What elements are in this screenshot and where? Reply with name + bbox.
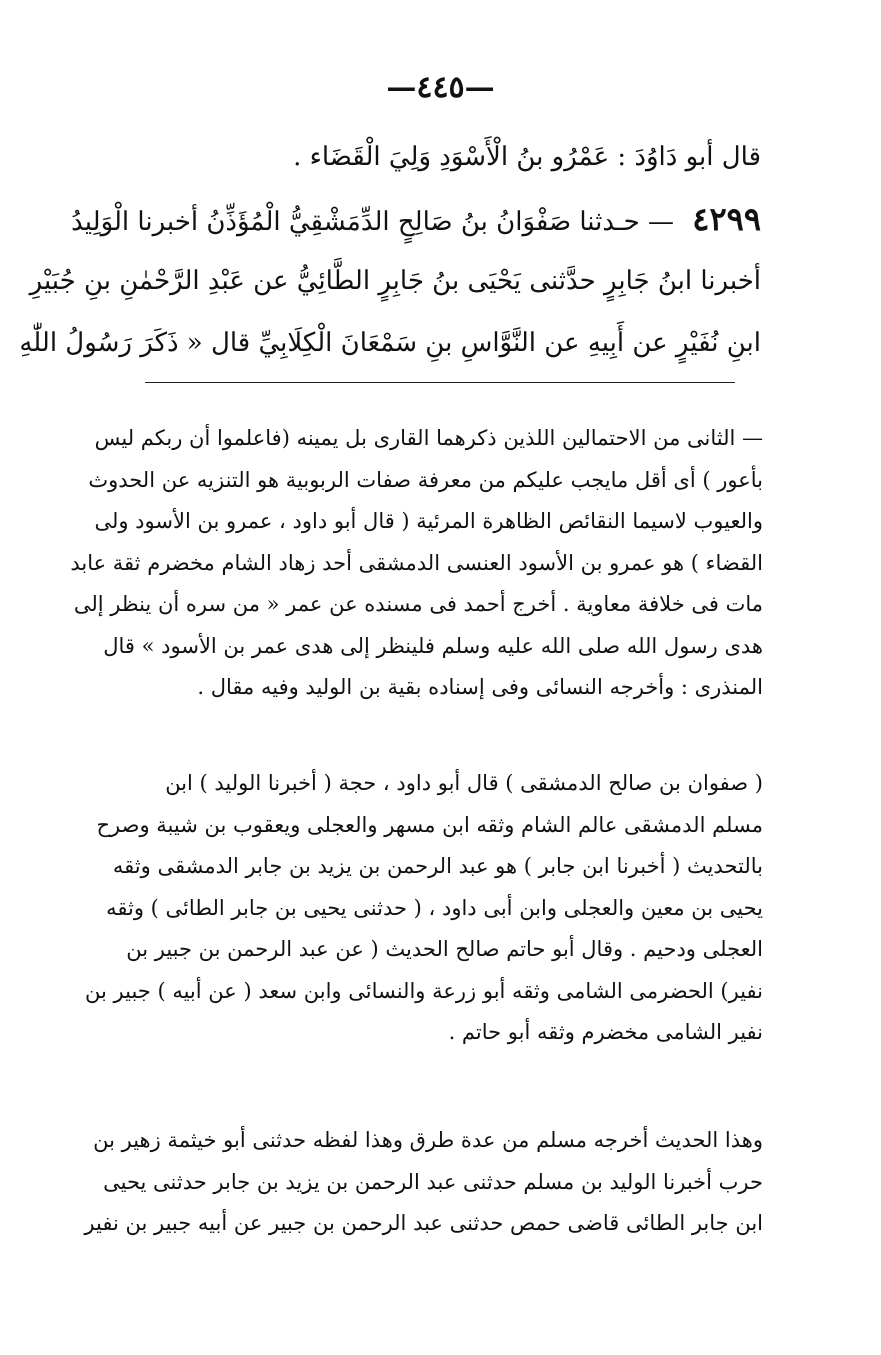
commentary-line: المنذرى : وأخرجه النسائى وفى إسناده بقية بن الوليد وفيه مقال . <box>197 675 763 699</box>
commentary-paragraph-1 <box>70 418 763 709</box>
commentary-line: — الثانى من الاحتمالين اللذين ذكرهما القارى بل يمينه (فاعلموا أن ربكم ليس <box>94 426 763 450</box>
commentary-line: مسلم الدمشقى عالم الشام وثقه ابن مسهر والعجلى ويعقوب بن شيبة وصرح <box>96 812 763 837</box>
hadith-line-1: قال أبو دَاوُدَ : عَمْرُو بنُ الْأَسْوَدِ وَلِيَ الْقَضَاء . <box>293 142 761 172</box>
commentary-line: ابن جابر الطائى قاضى حمص حدثنى عبد الرحمن بن جبير عن أبيه جبير بن نفير <box>84 1211 763 1235</box>
commentary-line: نفير) الحضرمى الشامى وثقه أبو زرعة والنسائى وابن سعد ( عن أبيه ) جبير بن <box>85 978 763 1003</box>
commentary-line: بأعور ) أى أقل مايجب عليكم من معرفة صفات الربوبية هو التنزيه عن الحدوث <box>88 467 763 492</box>
commentary-line: والعيوب لاسيما النقائص الظاهرة المرئية ( قال أبو داود ، عمرو بن الأسود ولى <box>94 509 763 533</box>
commentary-line: بالتحديث ( أخبرنا ابن جابر ) هو عبد الرحمن بن يزيد بن جابر الدمشقى وثقه <box>112 854 763 878</box>
hadith-number: ٤٢٩٩ <box>692 200 761 238</box>
commentary-line: وهذا الحديث أخرجه مسلم من عدة طرق وهذا لفظه حدثنى أبو خيثمة زهير بن <box>93 1128 763 1152</box>
commentary-paragraph-2 <box>85 763 763 1054</box>
section-divider <box>145 382 735 383</box>
hadith-line-4: ابنِ نُفَيْرٍ عن أَبِيهِ عن النَّوَّاسِ بنِ سَمْعَانَ الْكِلَابِيِّ قال « ذَكَرَ رَسُولُ اللّٰهِ <box>19 328 761 358</box>
commentary-line: نفير الشامى مخضرم وثقه أبو حاتم . <box>448 1020 763 1044</box>
commentary-line: العجلى ودحيم . وقال أبو حاتم صالح الحديث ( عن عبد الرحمن بن جبير بن <box>126 937 763 961</box>
hadith-line-2 <box>71 188 761 250</box>
commentary-line: يحيى بن معين والعجلى وابن أبى داود ، ( حدثنى يحيى بن جابر الطائى ) وثقه <box>106 895 763 920</box>
hadith-line-3: أخبرنا ابنُ جَابِرٍ حدَّثنى يَحْيَى بنُ جَابِرٍ الطَّائِيُّ عن عَبْدِ الرَّحْمٰنِ بنِ جُبَيْرِ <box>29 266 761 296</box>
hadith-text-block <box>19 126 761 374</box>
commentary-line: هدى رسول الله صلى الله عليه وسلم فلينظر إلى هدى عمر بن الأسود » قال <box>103 633 763 658</box>
commentary-line: مات فى خلافة معاوية . أخرج أحمد فى مسنده عن عمر « من سره أن ينظر إلى <box>73 592 763 616</box>
commentary-line: ( صفوان بن صالح الدمشقى ) قال أبو داود ، حجة ( أخبرنا الوليد ) ابن <box>165 771 763 795</box>
commentary-line: حرب أخبرنا الوليد بن مسلم حدثنى عبد الرحمن بن يزيد بن جابر حدثنى يحيى <box>103 1169 763 1194</box>
page-number: —٤٤٥— <box>386 70 495 105</box>
commentary-line: القضاء ) هو عمرو بن الأسود العنسى الدمشقى أحد زهاد الشام مخضرم ثقة عابد <box>70 550 763 575</box>
hadith-line-2-text: — حـدثنا صَفْوَانُ بنُ صَالِحٍ الدِّمَشْقِيُّ الْمُؤَذِّنُ أخبرنا الْوَلِيدُ <box>71 207 674 237</box>
commentary-paragraph-3 <box>84 1120 763 1245</box>
